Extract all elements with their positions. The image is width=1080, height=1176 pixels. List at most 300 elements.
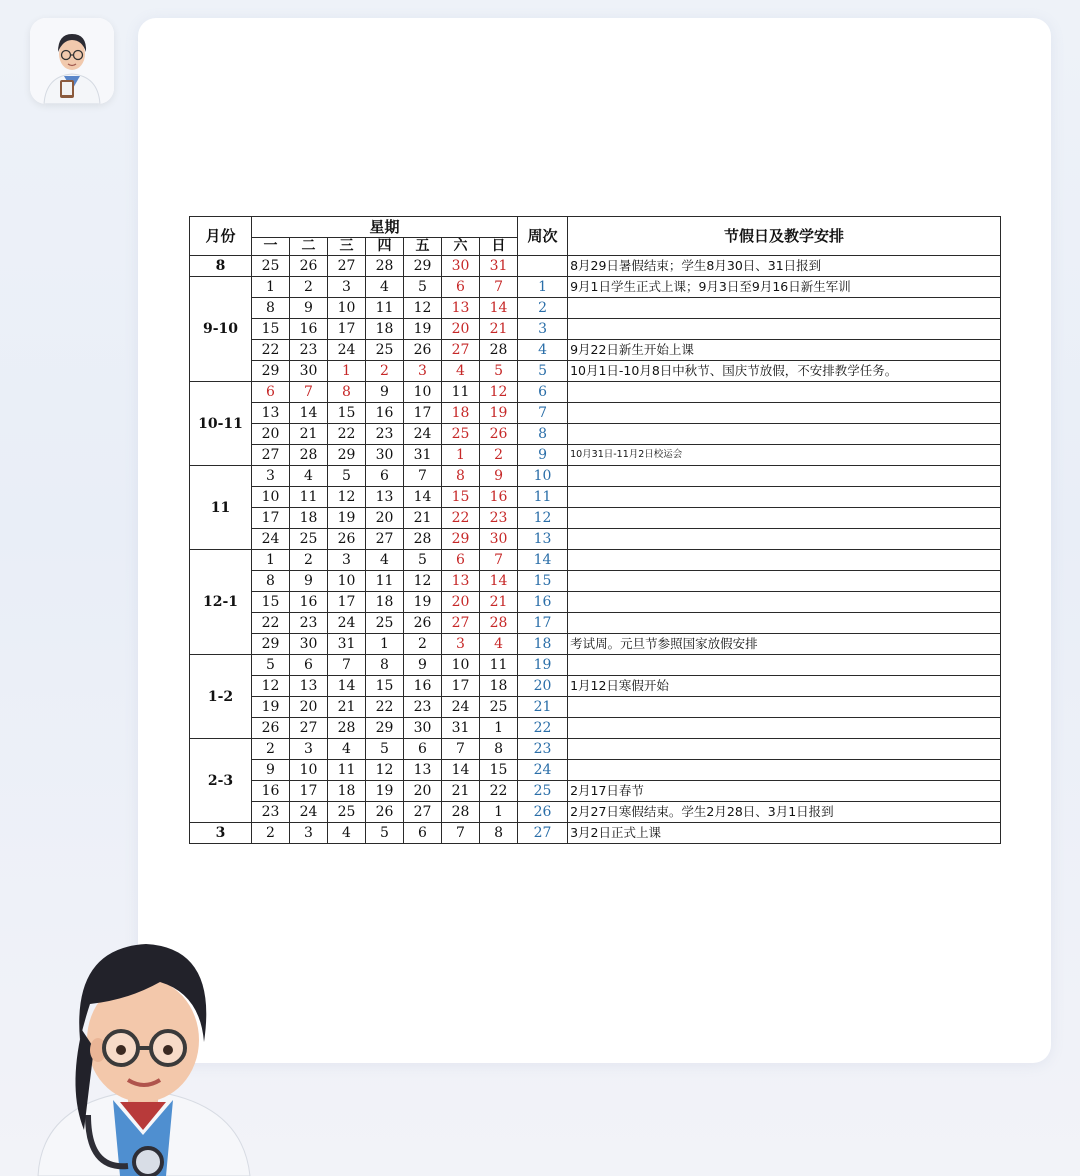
calendar-row xyxy=(190,676,1001,697)
week-number-cell: 9 xyxy=(518,445,568,466)
day-cell: 3 xyxy=(328,550,366,571)
calendar-row xyxy=(190,298,1001,319)
day-cell: 3 xyxy=(290,823,328,844)
day-cell: 1 xyxy=(480,718,518,739)
day-cell: 24 xyxy=(290,802,328,823)
header-weekday: 星期 xyxy=(252,217,518,238)
week-number-cell: 21 xyxy=(518,697,568,718)
day-cell: 20 xyxy=(290,697,328,718)
day-cell: 29 xyxy=(404,256,442,277)
week-number-cell: 15 xyxy=(518,571,568,592)
arrangement-note-cell: 9月1日学生正式上课；9月3日至9月16日新生军训 xyxy=(568,277,1001,298)
day-cell: 13 xyxy=(252,403,290,424)
school-calendar-table xyxy=(189,216,1001,844)
arrangement-note-cell xyxy=(568,697,1001,718)
day-cell: 12 xyxy=(404,571,442,592)
arrangement-note-cell: 10月31日-11月2日校运会 xyxy=(568,445,1001,466)
arrangement-note-cell: 2月17日春节 xyxy=(568,781,1001,802)
header-month: 月份 xyxy=(190,217,252,256)
day-cell: 15 xyxy=(252,592,290,613)
day-cell: 7 xyxy=(480,550,518,571)
day-cell: 11 xyxy=(290,487,328,508)
day-cell: 14 xyxy=(328,676,366,697)
day-cell: 29 xyxy=(328,445,366,466)
week-number-cell: 2 xyxy=(518,298,568,319)
day-cell: 6 xyxy=(290,655,328,676)
day-cell: 8 xyxy=(252,298,290,319)
day-cell: 6 xyxy=(366,466,404,487)
day-cell: 13 xyxy=(442,298,480,319)
week-number-cell: 8 xyxy=(518,424,568,445)
header-week-number: 周次 xyxy=(518,217,568,256)
day-cell: 1 xyxy=(366,634,404,655)
day-cell: 25 xyxy=(366,340,404,361)
day-cell: 14 xyxy=(480,298,518,319)
arrangement-note-cell xyxy=(568,508,1001,529)
arrangement-note-cell xyxy=(568,319,1001,340)
arrangement-note-cell xyxy=(568,487,1001,508)
day-cell: 31 xyxy=(328,634,366,655)
week-number-cell: 17 xyxy=(518,613,568,634)
arrangement-note-cell: 3月2日正式上课 xyxy=(568,823,1001,844)
day-cell: 17 xyxy=(404,403,442,424)
day-cell: 12 xyxy=(328,487,366,508)
month-cell: 10-11 xyxy=(190,382,252,466)
day-cell: 23 xyxy=(404,697,442,718)
day-cell: 9 xyxy=(480,466,518,487)
day-cell: 16 xyxy=(290,319,328,340)
header-arrangement: 节假日及教学安排 xyxy=(568,217,1001,256)
day-cell: 29 xyxy=(252,361,290,382)
day-cell: 18 xyxy=(290,508,328,529)
day-cell: 27 xyxy=(442,613,480,634)
month-cell: 8 xyxy=(190,256,252,277)
arrangement-note-cell xyxy=(568,466,1001,487)
arrangement-note-cell xyxy=(568,424,1001,445)
day-cell: 11 xyxy=(366,298,404,319)
day-cell: 8 xyxy=(328,382,366,403)
day-cell: 4 xyxy=(290,466,328,487)
day-cell: 4 xyxy=(328,823,366,844)
day-cell: 10 xyxy=(404,382,442,403)
day-cell: 4 xyxy=(328,739,366,760)
calendar-row xyxy=(190,613,1001,634)
week-number-cell: 10 xyxy=(518,466,568,487)
calendar-row xyxy=(190,781,1001,802)
arrangement-note-cell xyxy=(568,550,1001,571)
arrangement-note-cell xyxy=(568,718,1001,739)
day-cell: 21 xyxy=(442,781,480,802)
day-cell: 6 xyxy=(252,382,290,403)
month-cell: 12-1 xyxy=(190,550,252,655)
day-cell: 2 xyxy=(290,550,328,571)
day-cell: 21 xyxy=(480,592,518,613)
day-cell: 10 xyxy=(442,655,480,676)
arrangement-note-cell: 2月27日寒假结束。学生2月28日、3月1日报到 xyxy=(568,802,1001,823)
day-cell: 2 xyxy=(290,277,328,298)
weekday-header: 五 xyxy=(404,238,442,256)
day-cell: 28 xyxy=(480,340,518,361)
day-cell: 20 xyxy=(442,319,480,340)
day-cell: 1 xyxy=(442,445,480,466)
week-number-cell: 11 xyxy=(518,487,568,508)
day-cell: 18 xyxy=(442,403,480,424)
weekday-header: 六 xyxy=(442,238,480,256)
day-cell: 5 xyxy=(252,655,290,676)
day-cell: 3 xyxy=(404,361,442,382)
day-cell: 5 xyxy=(366,739,404,760)
week-number-cell: 24 xyxy=(518,760,568,781)
day-cell: 22 xyxy=(252,613,290,634)
day-cell: 18 xyxy=(366,319,404,340)
calendar-row xyxy=(190,802,1001,823)
day-cell: 20 xyxy=(366,508,404,529)
day-cell: 11 xyxy=(328,760,366,781)
doctor-mascot-illustration xyxy=(28,930,258,1176)
day-cell: 26 xyxy=(404,340,442,361)
day-cell: 27 xyxy=(290,718,328,739)
day-cell: 13 xyxy=(366,487,404,508)
calendar-row xyxy=(190,508,1001,529)
day-cell: 18 xyxy=(366,592,404,613)
day-cell: 17 xyxy=(328,319,366,340)
week-number-cell xyxy=(518,256,568,277)
day-cell: 12 xyxy=(366,760,404,781)
day-cell: 2 xyxy=(366,361,404,382)
day-cell: 17 xyxy=(252,508,290,529)
day-cell: 19 xyxy=(404,319,442,340)
week-number-cell: 18 xyxy=(518,634,568,655)
day-cell: 27 xyxy=(442,340,480,361)
calendar-row xyxy=(190,823,1001,844)
day-cell: 17 xyxy=(290,781,328,802)
day-cell: 24 xyxy=(442,697,480,718)
day-cell: 27 xyxy=(404,802,442,823)
calendar-row xyxy=(190,340,1001,361)
day-cell: 28 xyxy=(480,613,518,634)
day-cell: 3 xyxy=(442,634,480,655)
arrangement-note-cell xyxy=(568,655,1001,676)
day-cell: 28 xyxy=(404,529,442,550)
arrangement-note-cell: 考试周。元旦节参照国家放假安排 xyxy=(568,634,1001,655)
day-cell: 27 xyxy=(328,256,366,277)
week-number-cell: 6 xyxy=(518,382,568,403)
day-cell: 7 xyxy=(404,466,442,487)
day-cell: 23 xyxy=(366,424,404,445)
day-cell: 12 xyxy=(252,676,290,697)
month-cell: 2-3 xyxy=(190,739,252,823)
day-cell: 31 xyxy=(404,445,442,466)
day-cell: 28 xyxy=(366,256,404,277)
day-cell: 30 xyxy=(442,256,480,277)
day-cell: 9 xyxy=(252,760,290,781)
calendar-row xyxy=(190,655,1001,676)
day-cell: 30 xyxy=(404,718,442,739)
week-number-cell: 12 xyxy=(518,508,568,529)
arrangement-note-cell: 1月12日寒假开始 xyxy=(568,676,1001,697)
day-cell: 30 xyxy=(290,634,328,655)
week-number-cell: 22 xyxy=(518,718,568,739)
day-cell: 6 xyxy=(404,823,442,844)
day-cell: 21 xyxy=(480,319,518,340)
day-cell: 26 xyxy=(480,424,518,445)
arrangement-note-cell: 8月29日暑假结束；学生8月30日、31日报到 xyxy=(568,256,1001,277)
week-number-cell: 27 xyxy=(518,823,568,844)
day-cell: 10 xyxy=(252,487,290,508)
day-cell: 1 xyxy=(328,361,366,382)
arrangement-note-cell xyxy=(568,592,1001,613)
day-cell: 2 xyxy=(252,739,290,760)
day-cell: 25 xyxy=(480,697,518,718)
day-cell: 26 xyxy=(290,256,328,277)
day-cell: 9 xyxy=(290,298,328,319)
day-cell: 2 xyxy=(404,634,442,655)
day-cell: 27 xyxy=(252,445,290,466)
day-cell: 24 xyxy=(252,529,290,550)
day-cell: 3 xyxy=(252,466,290,487)
day-cell: 30 xyxy=(290,361,328,382)
day-cell: 25 xyxy=(366,613,404,634)
day-cell: 5 xyxy=(366,823,404,844)
day-cell: 31 xyxy=(480,256,518,277)
day-cell: 21 xyxy=(404,508,442,529)
arrangement-note-cell xyxy=(568,529,1001,550)
day-cell: 16 xyxy=(366,403,404,424)
day-cell: 30 xyxy=(480,529,518,550)
day-cell: 16 xyxy=(290,592,328,613)
day-cell: 13 xyxy=(442,571,480,592)
day-cell: 17 xyxy=(328,592,366,613)
week-number-cell: 3 xyxy=(518,319,568,340)
day-cell: 23 xyxy=(252,802,290,823)
day-cell: 8 xyxy=(252,571,290,592)
day-cell: 10 xyxy=(328,571,366,592)
day-cell: 1 xyxy=(252,550,290,571)
day-cell: 10 xyxy=(328,298,366,319)
day-cell: 8 xyxy=(366,655,404,676)
day-cell: 22 xyxy=(328,424,366,445)
day-cell: 5 xyxy=(480,361,518,382)
day-cell: 31 xyxy=(442,718,480,739)
day-cell: 3 xyxy=(290,739,328,760)
week-number-cell: 1 xyxy=(518,277,568,298)
arrangement-note-cell xyxy=(568,298,1001,319)
arrangement-note-cell xyxy=(568,382,1001,403)
day-cell: 16 xyxy=(252,781,290,802)
day-cell: 25 xyxy=(442,424,480,445)
day-cell: 25 xyxy=(290,529,328,550)
day-cell: 7 xyxy=(480,277,518,298)
day-cell: 26 xyxy=(252,718,290,739)
day-cell: 6 xyxy=(442,277,480,298)
day-cell: 5 xyxy=(328,466,366,487)
day-cell: 7 xyxy=(328,655,366,676)
month-cell: 1-2 xyxy=(190,655,252,739)
calendar-row xyxy=(190,592,1001,613)
day-cell: 4 xyxy=(366,550,404,571)
calendar-row xyxy=(190,697,1001,718)
calendar-row xyxy=(190,634,1001,655)
day-cell: 19 xyxy=(404,592,442,613)
day-cell: 17 xyxy=(442,676,480,697)
calendar-row xyxy=(190,760,1001,781)
day-cell: 7 xyxy=(442,823,480,844)
day-cell: 10 xyxy=(290,760,328,781)
week-number-cell: 19 xyxy=(518,655,568,676)
day-cell: 7 xyxy=(290,382,328,403)
week-number-cell: 26 xyxy=(518,802,568,823)
weekday-header: 一 xyxy=(252,238,290,256)
day-cell: 2 xyxy=(480,445,518,466)
day-cell: 24 xyxy=(328,340,366,361)
week-number-cell: 13 xyxy=(518,529,568,550)
day-cell: 7 xyxy=(442,739,480,760)
arrangement-note-cell xyxy=(568,403,1001,424)
calendar-row xyxy=(190,487,1001,508)
day-cell: 14 xyxy=(480,571,518,592)
week-number-cell: 20 xyxy=(518,676,568,697)
day-cell: 11 xyxy=(366,571,404,592)
day-cell: 30 xyxy=(366,445,404,466)
day-cell: 24 xyxy=(328,613,366,634)
calendar-row xyxy=(190,382,1001,403)
week-number-cell: 7 xyxy=(518,403,568,424)
day-cell: 1 xyxy=(480,802,518,823)
day-cell: 24 xyxy=(404,424,442,445)
day-cell: 4 xyxy=(366,277,404,298)
calendar-row xyxy=(190,319,1001,340)
day-cell: 16 xyxy=(404,676,442,697)
day-cell: 9 xyxy=(404,655,442,676)
week-number-cell: 23 xyxy=(518,739,568,760)
day-cell: 21 xyxy=(290,424,328,445)
week-number-cell: 25 xyxy=(518,781,568,802)
day-cell: 5 xyxy=(404,277,442,298)
day-cell: 18 xyxy=(480,676,518,697)
day-cell: 19 xyxy=(252,697,290,718)
day-cell: 15 xyxy=(252,319,290,340)
day-cell: 11 xyxy=(442,382,480,403)
day-cell: 13 xyxy=(404,760,442,781)
calendar-row xyxy=(190,739,1001,760)
day-cell: 28 xyxy=(290,445,328,466)
day-cell: 4 xyxy=(442,361,480,382)
day-cell: 25 xyxy=(328,802,366,823)
arrangement-note-cell: 9月22日新生开始上课 xyxy=(568,340,1001,361)
day-cell: 19 xyxy=(366,781,404,802)
day-cell: 3 xyxy=(328,277,366,298)
day-cell: 22 xyxy=(366,697,404,718)
calendar-row xyxy=(190,550,1001,571)
day-cell: 6 xyxy=(404,739,442,760)
month-cell: 3 xyxy=(190,823,252,844)
day-cell: 26 xyxy=(366,802,404,823)
day-cell: 26 xyxy=(328,529,366,550)
day-cell: 9 xyxy=(366,382,404,403)
day-cell: 20 xyxy=(404,781,442,802)
day-cell: 18 xyxy=(328,781,366,802)
weekday-header: 三 xyxy=(328,238,366,256)
week-number-cell: 14 xyxy=(518,550,568,571)
day-cell: 12 xyxy=(480,382,518,403)
day-cell: 29 xyxy=(366,718,404,739)
day-cell: 12 xyxy=(404,298,442,319)
day-cell: 4 xyxy=(480,634,518,655)
calendar-row xyxy=(190,529,1001,550)
day-cell: 23 xyxy=(480,508,518,529)
week-number-cell: 5 xyxy=(518,361,568,382)
day-cell: 27 xyxy=(366,529,404,550)
arrangement-note-cell: 10月1日-10月8日中秋节、国庆节放假，不安排教学任务。 xyxy=(568,361,1001,382)
calendar-row xyxy=(190,571,1001,592)
calendar-row xyxy=(190,256,1001,277)
day-cell: 22 xyxy=(442,508,480,529)
day-cell: 8 xyxy=(442,466,480,487)
day-cell: 5 xyxy=(404,550,442,571)
day-cell: 15 xyxy=(442,487,480,508)
calendar-row xyxy=(190,718,1001,739)
month-cell: 9-10 xyxy=(190,277,252,382)
calendar-row xyxy=(190,361,1001,382)
day-cell: 14 xyxy=(290,403,328,424)
arrangement-note-cell xyxy=(568,760,1001,781)
calendar-row xyxy=(190,403,1001,424)
day-cell: 29 xyxy=(252,634,290,655)
day-cell: 20 xyxy=(442,592,480,613)
day-cell: 28 xyxy=(442,802,480,823)
day-cell: 29 xyxy=(442,529,480,550)
day-cell: 26 xyxy=(404,613,442,634)
day-cell: 22 xyxy=(252,340,290,361)
day-cell: 20 xyxy=(252,424,290,445)
day-cell: 14 xyxy=(404,487,442,508)
day-cell: 14 xyxy=(442,760,480,781)
day-cell: 19 xyxy=(328,508,366,529)
week-number-cell: 4 xyxy=(518,340,568,361)
day-cell: 25 xyxy=(252,256,290,277)
day-cell: 6 xyxy=(442,550,480,571)
day-cell: 22 xyxy=(480,781,518,802)
day-cell: 23 xyxy=(290,613,328,634)
week-number-cell: 16 xyxy=(518,592,568,613)
day-cell: 23 xyxy=(290,340,328,361)
day-cell: 21 xyxy=(328,697,366,718)
calendar-row xyxy=(190,424,1001,445)
day-cell: 15 xyxy=(328,403,366,424)
calendar-row xyxy=(190,277,1001,298)
arrangement-note-cell xyxy=(568,739,1001,760)
day-cell: 15 xyxy=(366,676,404,697)
arrangement-note-cell xyxy=(568,613,1001,634)
calendar-row xyxy=(190,466,1001,487)
day-cell: 1 xyxy=(252,277,290,298)
weekday-header: 二 xyxy=(290,238,328,256)
day-cell: 28 xyxy=(328,718,366,739)
day-cell: 9 xyxy=(290,571,328,592)
day-cell: 19 xyxy=(480,403,518,424)
day-cell: 16 xyxy=(480,487,518,508)
month-cell: 11 xyxy=(190,466,252,550)
weekday-header: 日 xyxy=(480,238,518,256)
arrangement-note-cell xyxy=(568,571,1001,592)
day-cell: 11 xyxy=(480,655,518,676)
day-cell: 2 xyxy=(252,823,290,844)
doctor-avatar-icon xyxy=(30,18,114,104)
calendar-row xyxy=(190,445,1001,466)
day-cell: 8 xyxy=(480,823,518,844)
chat-avatar[interactable] xyxy=(30,18,114,104)
day-cell: 8 xyxy=(480,739,518,760)
